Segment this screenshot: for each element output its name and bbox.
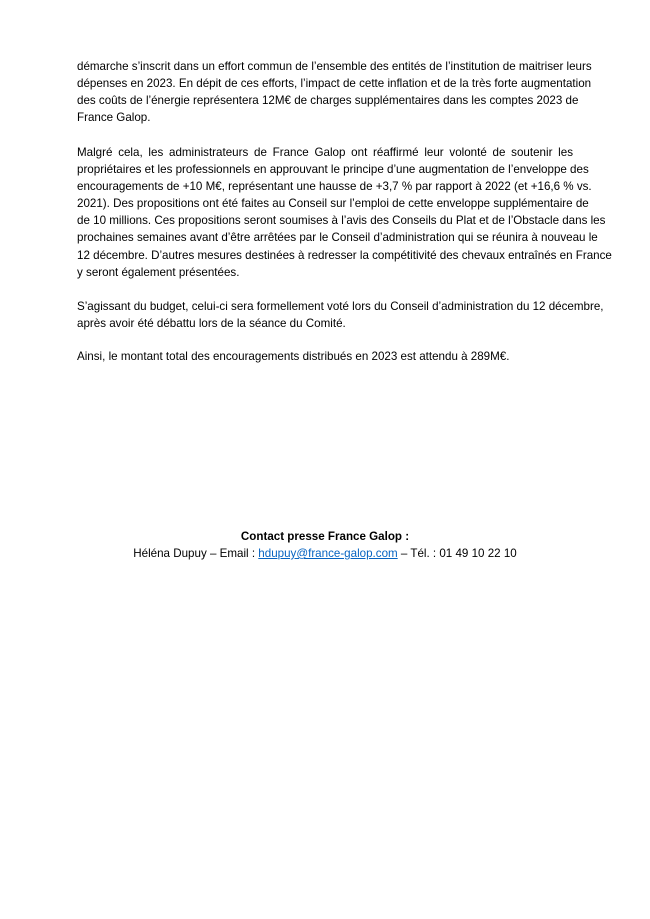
text-line: de 10 millions. Ces propositions seront soumises à l’avis des Conseils du Plat et de l’Obstacle dans les: [77, 214, 606, 228]
text-line: dépenses en 2023. En dépit de ces efforts, l’impact de cette inflation et de la très forte augmentation: [77, 77, 592, 91]
text-line: Malgré cela, les administrateurs de France Galop ont réaffirmé leur volonté de soutenir les: [77, 146, 573, 159]
paragraph-encouragements: [77, 144, 612, 281]
contact-name-label: Héléna Dupuy – Email :: [133, 547, 259, 560]
paragraph-total-amount: [77, 348, 573, 365]
text-line: y seront également présentées.: [77, 265, 240, 279]
contact-email-link[interactable]: hdupuy@france-galop.com: [258, 547, 398, 560]
paragraph-budget: [77, 298, 604, 332]
text-line: propriétaires et les professionnels en approuvant le principe d’une augmentation de l’enveloppe des: [77, 163, 589, 177]
text-line: des coûts de l’énergie représentera 12M€ de charges supplémentaires dans les comptes 2023 de: [77, 94, 579, 108]
text-line: Ainsi, le montant total des encouragements distribués en 2023 est attendu à 289M€.: [77, 350, 510, 363]
text-line: après avoir été débattu lors de la séance du Comité.: [77, 317, 346, 331]
text-line: S’agissant du budget, celui-ci sera formellement voté lors du Conseil d’administration du 12 décembre,: [77, 300, 604, 313]
text-line: encouragements de +10 M€, représentant une hausse de +3,7 % par rapport à 2022 (et +16,6 % vs.: [77, 180, 592, 194]
text-line: démarche s’inscrit dans un effort commun de l’ensemble des entités de l’institution de maitriser leurs: [77, 60, 592, 73]
text-line: 2021). Des propositions ont été faites au Conseil sur l’emploi de cette enveloppe supplémentaire de: [77, 197, 589, 211]
text-line: prochaines semaines avant d’être arrêtées par le Conseil d’administration qui se réunira à nouveau le: [77, 231, 598, 245]
text-line: France Galop.: [77, 111, 151, 125]
paragraph-cost-inflation: [77, 58, 592, 126]
text-line: 12 décembre. D’autres mesures destinées à redresser la compétitivité des chevaux entraînés en France: [77, 248, 612, 262]
press-contact-line: [0, 545, 650, 562]
contact-phone-label: – Tél. : 01 49 10 22 10: [397, 547, 517, 560]
press-contact-title: Contact presse France Galop :: [240, 530, 410, 543]
